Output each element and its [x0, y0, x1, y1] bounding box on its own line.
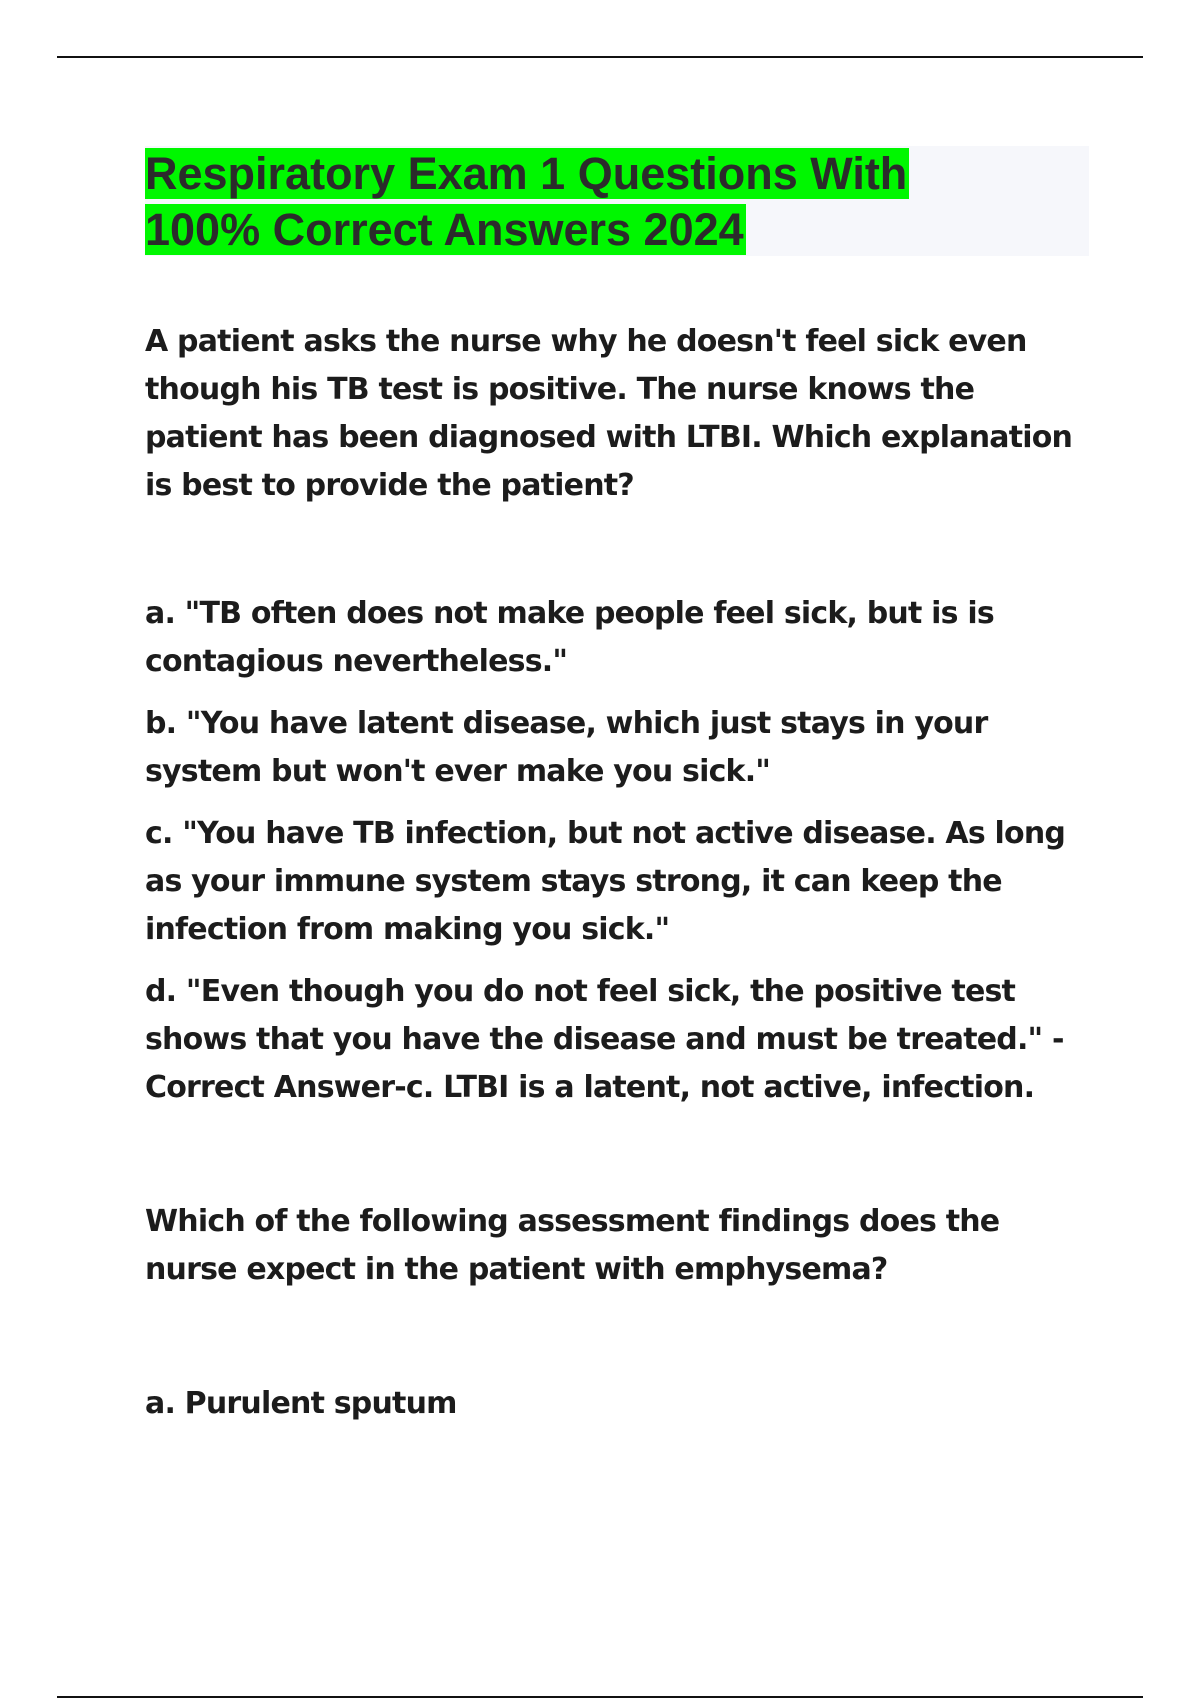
title-block — [145, 146, 1089, 256]
question-1-option-b: b. "You have latent disease, which just stays in your system but won't ever make you sick." — [145, 706, 988, 789]
top-rule — [57, 56, 1143, 58]
bottom-rule — [57, 1696, 1143, 1698]
title-line-2: 100% Correct Answers 2024 — [145, 204, 744, 255]
question-2-option-a: a. Purulent sputum — [145, 1386, 457, 1421]
question-2-text: Which of the following assessment findings does the nurse expect in the patient with emphysema? — [145, 1204, 1000, 1287]
title-line-1: Respiratory Exam 1 Questions With — [145, 148, 908, 199]
document-body — [145, 318, 1095, 1442]
question-1-option-a: a. "TB often does not make people feel sick, but is is contagious nevertheless." — [145, 596, 994, 679]
question-1-option-d-answer: d. "Even though you do not feel sick, the positive test shows that you have the disease and must be treated." - Correct Answer-c. LTBI is a latent, not active, infection. — [145, 974, 1064, 1105]
question-1-option-c: c. "You have TB infection, but not active disease. As long as your immune system stays strong, it can keep the infection from making you sick." — [145, 816, 1066, 947]
document-title — [145, 146, 1089, 258]
question-1-text: A patient asks the nurse why he doesn't feel sick even though his TB test is positive. The nurse knows the patient has been diagnosed with LTBI. Which explanation is best to provide the patient? — [145, 324, 1073, 503]
